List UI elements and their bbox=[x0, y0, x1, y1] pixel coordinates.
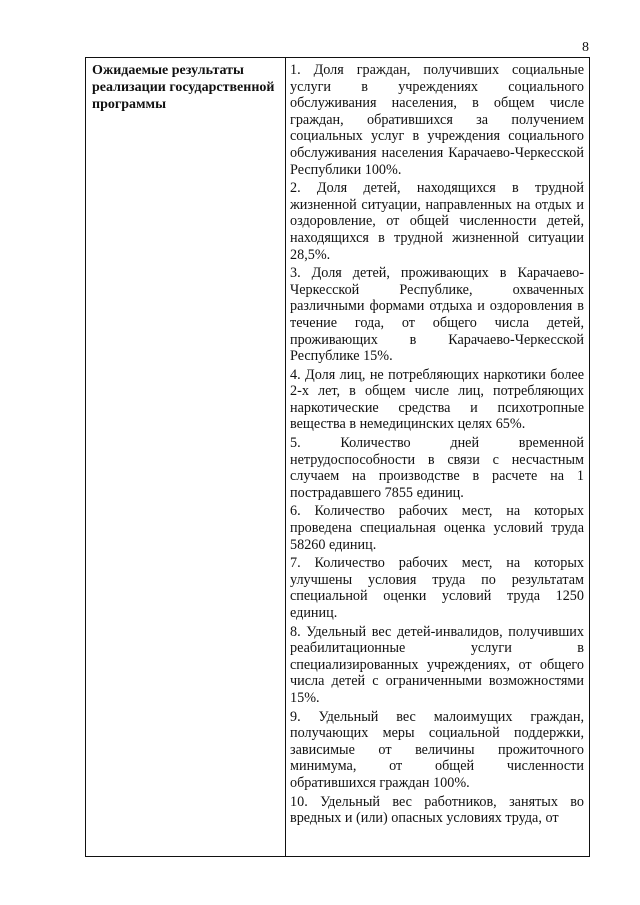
result-item: 9. Удельный вес малоимущих граждан, получающих меры социальной поддержки, зависимые от величины прожиточного минимума, от общей численности обратившихся граждан 100%. bbox=[290, 708, 584, 791]
result-item: 6. Количество рабочих мест, на которых проведена специальная оценка условий труда 58260 единиц. bbox=[290, 503, 584, 553]
program-table bbox=[85, 57, 590, 857]
result-item: 10. Удельный вес работников, занятых во вредных и (или) опасных условиях труда, от bbox=[290, 793, 584, 827]
table-row bbox=[86, 58, 590, 857]
result-item: 1. Доля граждан, получивших социальные услуги в учреждениях социального обслуживания населения, в общем числе граждан, обратившихся за получением социальных услуг в учреждения социального обслуживания населения Карачаево-Черкесской Республики 100%. bbox=[290, 62, 584, 178]
result-item: 7. Количество рабочих мест, на которых улучшены условия труда по результатам специальной оценки условий труда 1250 единиц. bbox=[290, 555, 584, 621]
result-item: 4. Доля лиц, не потребляющих наркотики более 2-х лет, в общем числе лиц, потребляющих наркотические средства и психотропные вещества в немедицинских целях 65%. bbox=[290, 366, 584, 433]
result-item: 2. Доля детей, находящихся в трудной жизненной ситуации, направленных на отдых и оздоровление, от общей численности детей, находящихся в трудной жизненной ситуации 28,5%. bbox=[290, 180, 584, 263]
row-label: Ожидаемые результаты реализации государственной программы bbox=[92, 63, 275, 112]
result-item: 3. Доля детей, проживающих в Карачаево-Черкесской Республике, охваченных различными формами отдыха и оздоровления в течение года, от общего числа детей, проживающих в Карачаево-Черкесской Республике 15%. bbox=[290, 265, 584, 365]
page-number: 8 bbox=[582, 40, 589, 55]
result-item: 5. Количество дней временной нетрудоспособности в связи с несчастным случаем на производстве в расчете на 1 пострадавшего 7855 единиц. bbox=[290, 435, 584, 501]
result-item: 8. Удельный вес детей-инвалидов, получивших реабилитационные услуги в специализированных учреждениях, от общего числа детей с ограниченными возможностями 15%. bbox=[290, 623, 584, 706]
row-label-cell bbox=[86, 58, 286, 857]
results-cell bbox=[286, 58, 590, 857]
